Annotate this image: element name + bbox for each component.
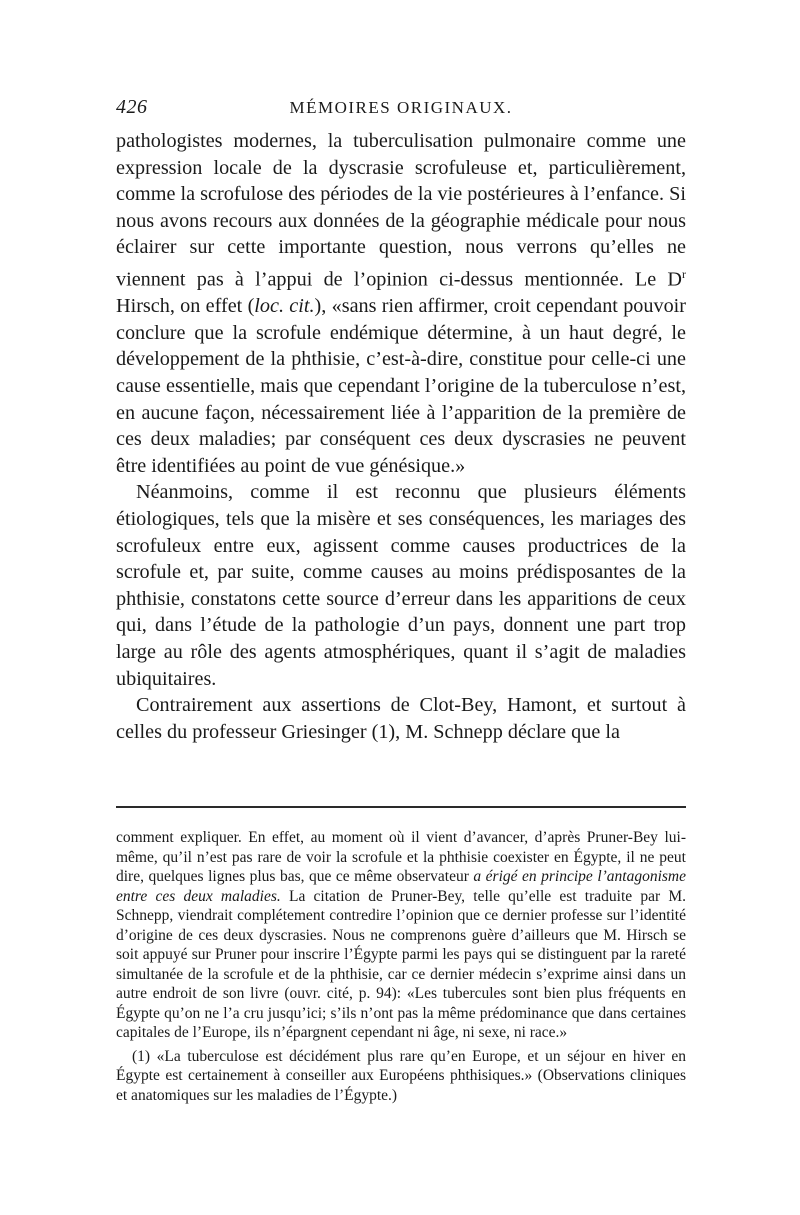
- footnote-continued: [116, 828, 686, 1043]
- paragraph-text: Hirsch, on effet (: [116, 295, 255, 318]
- footnote-text: La citation de Pruner-Bey, telle qu’elle est traduite par M. Schnepp, viendrait complétement contredire l’opinion que ce dernier professe sur l’identité d’origine de ces deux dyscrasies. Nous ne comprenons guère d’ailleurs que M. Hirsch se soit appuyé sur Pruner pour inscrire l’Égypte parmi les pays qui se distinguent par la rareté simultanée de la scrofule et de la phthisie, car ce dernier médecin s’exprime ainsi dans un autre endroit de son livre (ouvr. cité, p. 94): «Les tubercules sont bien plus fréquents en Égypte qu’on ne l’a cru jusqu’ici; s’ils n’ont pas la même prédominance que dans certaines capitales de l’Europe, ils n’épargnent cependant ni âge, ni sexe, ni race.»: [116, 887, 686, 1041]
- running-head: [116, 96, 686, 120]
- footnote-emphasis: a érigé en principe l’antagonisme entre ces deux maladies.: [116, 868, 687, 905]
- footnote-divider: [116, 806, 686, 808]
- running-title: MÉMOIRES ORIGINAUX.: [289, 98, 513, 117]
- paragraph-text: ), «sans rien affirmer, croit cependant pouvoir conclure que la scrofule endémique détermine, à un haut degré, le développement de la phthisie, c’est-à-dire, constitue pour celle-ci une cause essentielle, mais que cependant l’origine de la tuberculose n’est, en aucune façon, nécessairement liée à l’apparition de la première de ces deux maladies; par conséquent ces deux dyscrasies ne peuvent être identifiées au point de vue génésique.»: [116, 295, 686, 477]
- paragraph: Contrairement aux assertions de Clot-Bey, Hamont, et surtout à celles du professeur Griesinger (1), M. Schnepp déclare que la: [116, 694, 686, 743]
- main-text: [116, 128, 686, 745]
- paragraph-text: pathologistes modernes, la tuberculisation pulmonaire comme une expression locale de la dyscrasie scrofuleuse et, particulièrement, comme la scrofulose des périodes de la vie postérieures à l’enfance. Si nous avons recours aux données de la géographie médicale pour nous éclairer sur cette importante question, nous verrons qu’elles ne viennent pas à l’appui de l’opinion ci-dessus mentionnée. Le D: [116, 130, 686, 291]
- footnote-1: (1) «La tuberculose est décidément plus rare qu’en Europe, et un séjour en hiver en Égypte est certainement à conseiller aux Européens phthisiques.» (Observations cliniques et anatomiques sur les maladies de l’Égypte.): [116, 1047, 686, 1104]
- page-number: 426: [116, 96, 148, 118]
- footnote-text: comment expliquer. En effet, au moment où il vient d’avancer, d’après Pruner-Bey lui-même, qu’il n’est pas rare de voir la scrofule et la phthisie coexister en Égypte, il ne peut dire, quelques lignes plus bas, que ce même observateur: [116, 829, 686, 885]
- superscript-r: r: [682, 266, 686, 281]
- paragraph-continued: [116, 128, 686, 479]
- footnotes: [116, 828, 686, 1105]
- paragraph: Néanmoins, comme il est reconnu que plusieurs éléments étiologiques, tels que la misère et ses conséquences, les mariages des scrofuleux entre eux, agissent comme causes productrices de la scrofule et, par suite, comme causes au moins prédisposantes de la phthisie, constatons cette source d’erreur dans les apparitions de ceux qui, dans l’étude de la pathologie d’un pays, donnent une part trop large au rôle des agents atmosphériques, quant il s’agit de maladies ubiquitaires.: [116, 481, 686, 690]
- citation: loc. cit.: [254, 295, 315, 318]
